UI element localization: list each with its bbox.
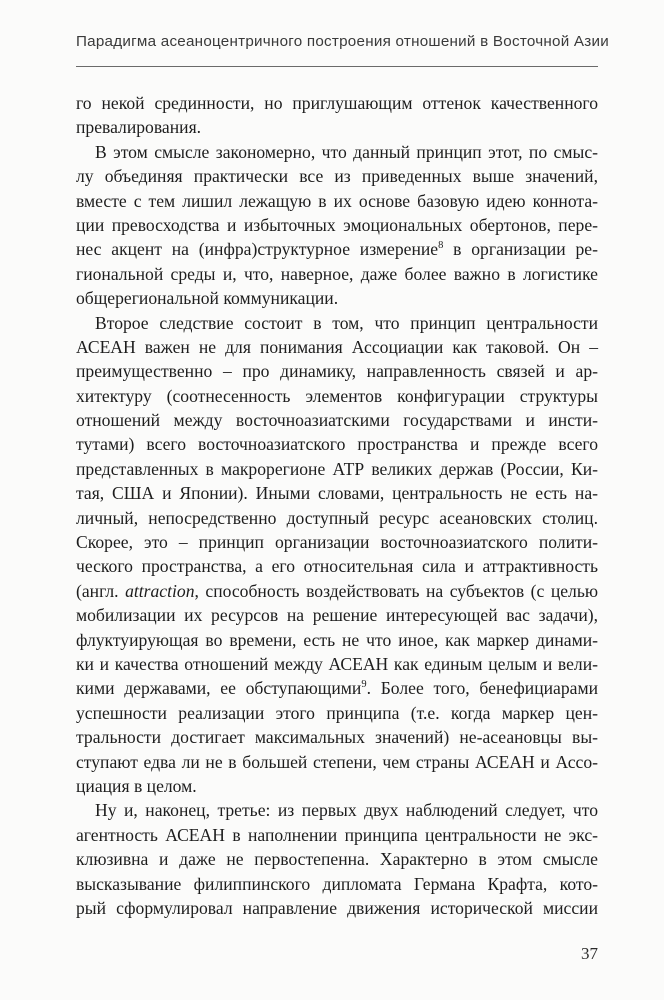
text-line: кими державами, ее обступающими$^9$. Более того, бенефициарами [76, 678, 598, 699]
text-line: лу объединяя практически все из приведенных выше значений, [76, 166, 598, 187]
text-line: тая, США и Японии). Иными словами, центральность не есть на- [76, 483, 598, 504]
text-line: хитектуру (соотнесенность элементов конфигурации структуры [76, 385, 598, 406]
text-line: ческого пространства, а его относительная сила и аттрактивность [76, 556, 598, 577]
text-line: тральности достигает максимальных значений) не-асеановцы вы- [76, 727, 598, 748]
page-number: 37 [581, 944, 598, 963]
header-rule [76, 66, 598, 67]
text-line: ступают едва ли не в большей степени, чем страны АСЕАН и Ассо- [76, 751, 598, 772]
text-line: мобилизации их ресурсов на решение интересующей вас задачи), [76, 605, 598, 626]
paragraph-first-line: В этом смысле закономерно, что данный принцип этот, по смыс- [95, 141, 598, 162]
text-line: агентность АСЕАН в наполнении принципа центральности не экс- [76, 824, 598, 845]
footnote-ref-8: 8 [438, 240, 444, 252]
text-line: (англ. attraction, способность воздействовать на субъектов (с целью [76, 580, 598, 601]
text-line: гиональной среды и, что, наверное, даже более важно в логистике [76, 263, 598, 284]
paragraph-first-line: Второе следствие состоит в том, что принцип центральности [95, 312, 598, 333]
text-line: личный, непосредственно доступный ресурс асеановских столиц. [76, 507, 598, 528]
text-line: представленных в макрорегионе АТР великих держав (России, Ки- [76, 458, 598, 479]
paragraph-first-line: Ну и, наконец, третье: из первых двух наблюдений следует, что [95, 800, 598, 821]
text-line: нес акцент на (инфра)структурное измерение$^8$ в организации ре- [76, 239, 598, 260]
text-line: рый сформулировал направление движения исторической миссии [76, 897, 598, 918]
text-line: клюзивна и даже не первостепенна. Характерно в этом смысле [76, 849, 598, 870]
italic-term: attraction [125, 580, 195, 601]
text-line: ки и качества отношений между АСЕАН как единым целым и вели- [76, 653, 598, 674]
text-line: вместе с тем лишил лежащую в их основе базовую идею коннота- [76, 190, 598, 211]
text-line: общерегиональной коммуникации. [76, 288, 339, 309]
text-line: высказывание филиппинского дипломата Германа Крафта, кото- [76, 873, 598, 894]
text-line: успешности реализации этого принципа (т.е. когда маркер цен- [76, 702, 598, 723]
text-line: тутами) всего восточноазиатского пространства и прежде всего [76, 434, 598, 455]
text-line: го некой срединности, но приглушающим оттенок качественного [76, 93, 598, 113]
text-line: превалирования. [76, 117, 202, 138]
text-line: флуктуирующая во времени, есть не что иное, как маркер динами- [76, 629, 598, 650]
text-line: циация в целом. [76, 775, 197, 796]
running-head: Парадигма асеаноцентричного построения отношений в Восточной Азии [76, 33, 609, 50]
footnote-ref-9: 9 [361, 679, 367, 691]
text-line: отношений между восточноазиатскими государствами и инсти- [76, 410, 598, 431]
text-line: ции превосходства и избыточных эмоциональных обертонов, пере- [76, 214, 598, 235]
text-line: АСЕАН важен не для понимания Ассоциации как таковой. Он – [76, 336, 598, 357]
text-line: преимущественно – про динамику, направленность связей и ар- [76, 361, 598, 382]
text-line: Скорее, это – принцип организации восточноазиатского полити- [76, 532, 598, 553]
body-text [76, 91, 598, 920]
